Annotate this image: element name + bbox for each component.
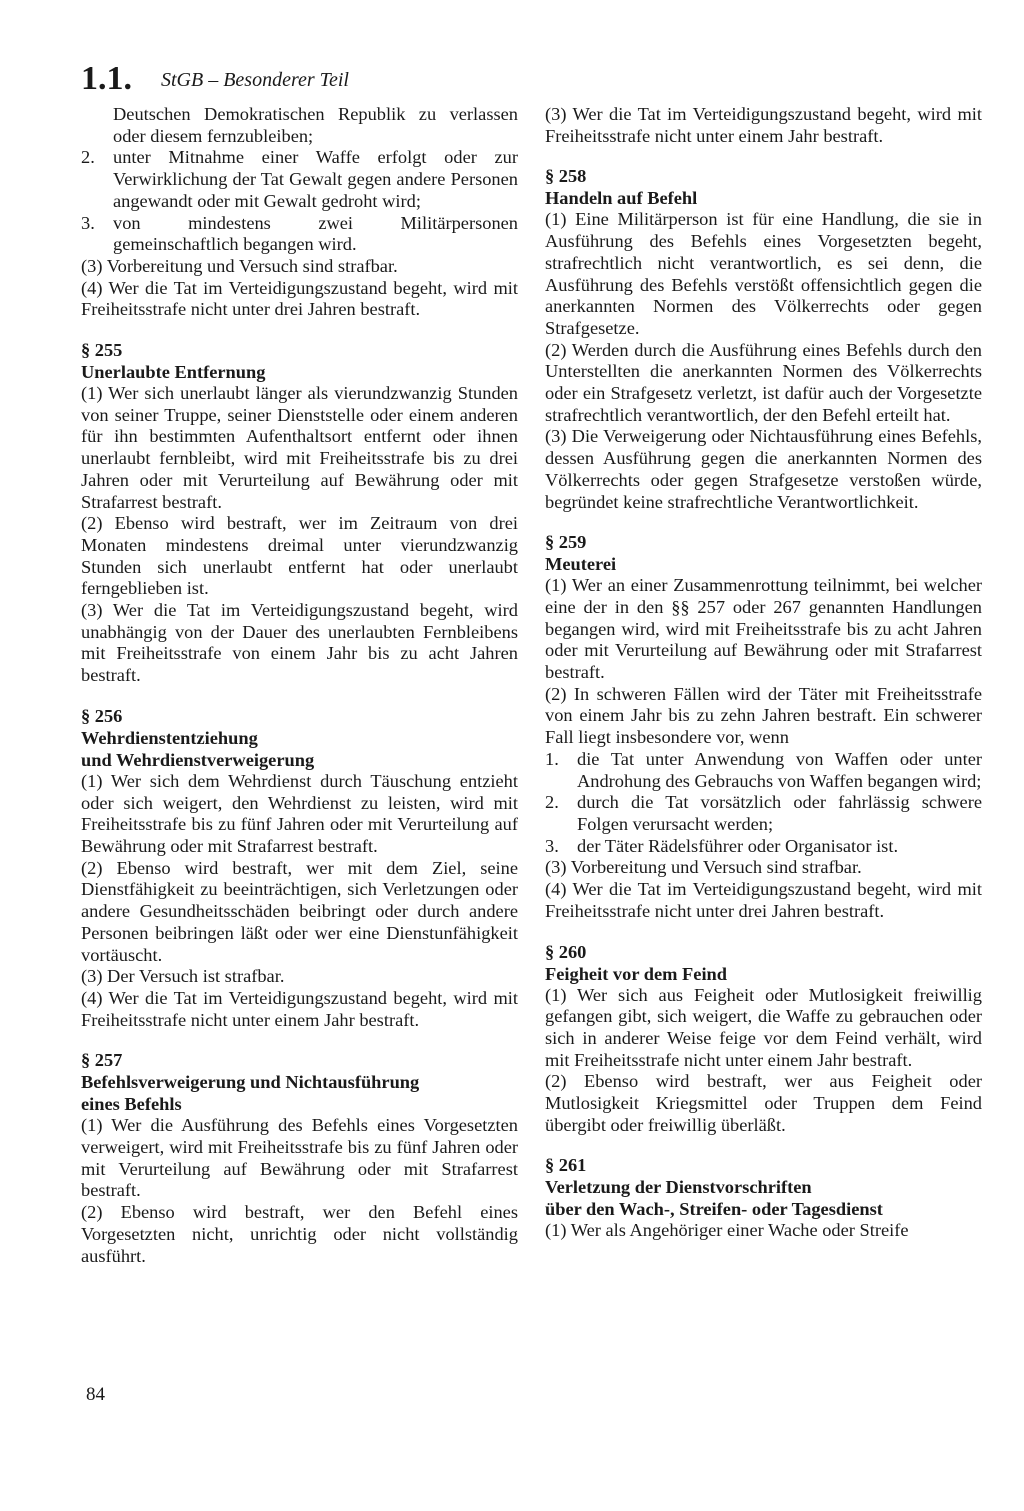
section-number: § 261: [545, 1155, 587, 1176]
paragraph: (2) Ebenso wird bestraft, wer im Zeitraum von drei Monaten mindestens dreimal unter vierundzwanzig Stunden sich unerlaubt entfernt hat oder unerlaubt ferngeblieben ist.: [81, 513, 518, 599]
paragraph: (2) Ebenso wird bestraft, wer den Befehl eines Vorgesetzten nicht, unrichtig oder nicht vollständig ausführt.: [81, 1202, 518, 1266]
section-title: Handeln auf Befehl: [545, 188, 698, 209]
section-title: Verletzung der Dienstvorschriften: [545, 1177, 812, 1198]
section-259: [545, 531, 982, 575]
continuation-text: (3) Wer die Tat im Verteidigungszustand begeht, wird mit Freiheitsstrafe nicht unter einem Jahr bestraft.: [545, 104, 982, 146]
paragraph: (2) Ebenso wird bestraft, wer aus Feigheit oder Mutlosigkeit Kriegsmittel oder Truppen dem Feind übergibt oder freiwillig überläßt.: [545, 1071, 982, 1135]
list-number: 1.: [545, 748, 559, 769]
list-item: [81, 147, 518, 212]
paragraph: (3) Der Versuch ist strafbar.: [81, 966, 285, 987]
chapter-number: 1.1.: [81, 60, 132, 97]
paragraph: (1) Eine Militärperson ist für eine Handlung, die sie in Ausführung des Befehls eines Vorgesetzten begeht, strafrechtlich nicht verantwortlich, es sei denn, die Ausführung des Befehls verstößt offensichtlich gegen die anerkannten Normen des Völkerrechts oder gegen Strafgesetze.: [545, 209, 982, 338]
list-number: 2.: [545, 792, 559, 813]
list-text: durch die Tat vorsätzlich oder fahrlässig schwere Folgen verursacht werden;: [577, 792, 982, 834]
list-item: [545, 792, 982, 835]
section-title: und Wehrdienstverweigerung: [81, 749, 315, 770]
list-number: 3.: [545, 835, 559, 856]
section-title: Unerlaubte Entfernung: [81, 362, 266, 383]
paragraph: (1) Wer an einer Zusammenrottung teilnimmt, bei welcher eine der in den §§ 257 oder 267 genannten Handlungen begangen wird, wird mit Freiheitsstrafe bis zu acht Jahren oder mit Verurteilung auf Bewährung oder mit Strafarrest bestraft.: [545, 575, 982, 683]
section-256: [81, 705, 518, 771]
paragraph: (1) Wer sich dem Wehrdienst durch Täuschung entzieht oder sich weigert, den Wehrdienst zu leisten, wird mit Freiheitsstrafe bis zu fünf Jahren oder mit Verurteilung auf Bewährung oder mit Strafarrest bestraft.: [81, 770, 518, 856]
paragraph: (3) Vorbereitung und Versuch sind strafbar.: [545, 857, 862, 878]
section-title: über den Wach-, Streifen- oder Tagesdienst: [545, 1199, 883, 1220]
paragraph: (1) Wer die Ausführung des Befehls eines Vorgesetzten verweigert, wird mit Freiheitsstrafe bis zu fünf Jahren oder mit Verurteilung auf Bewährung oder mit Strafarrest bestraft.: [81, 1115, 518, 1201]
section-title: eines Befehls: [81, 1094, 182, 1115]
paragraph: (3) Die Verweigerung oder Nichtausführung eines Befehls, dessen Ausführung gegen die anerkannten Normen des Völkerrechts oder gegen Strafgesetze verstoßen würde, begründet keine strafrechtliche Verantwortlichkeit.: [545, 426, 982, 512]
section-title: Feigheit vor dem Feind: [545, 963, 728, 984]
section-258: [545, 165, 982, 209]
paragraph: (1) Wer sich aus Feigheit oder Mutlosigkeit freiwillig gefangen gibt, sich weigert, die Waffe zu gebrauchen oder sich in anderer Weise feige vor dem Feind verhält, wird mit Freiheitsstrafe nicht unter einem Jahr bestraft.: [545, 984, 982, 1070]
paragraph: (1) Wer sich unerlaubt länger als vierundzwanzig Stunden von seiner Truppe, seiner Dienststelle oder einem anderen für ihn bestimmten Aufenthaltsort entfernt oder ihnen unerlaubt fernbleibt, wird mit Freiheitsstrafe bis zu drei Jahren oder mit Verurteilung auf Bewährung oder mit Strafarrest bestraft.: [81, 383, 518, 512]
list-item: [545, 836, 982, 858]
page-number: 84: [86, 1384, 105, 1405]
list-text: die Tat unter Anwendung von Waffen oder unter Androhung des Gebrauchs von Waffen begangen wird;: [577, 748, 982, 791]
list-text: von mindestens zwei Militärpersonen gemeinschaftlich begangen wird.: [113, 212, 518, 255]
paragraph: (2) Ebenso wird bestraft, wer mit dem Ziel, seine Dienstfähigkeit zu beeinträchtigen, sich Verletzungen oder andere Gesundheitsschäden beibringt oder durch andere Personen beibringen läßt oder wer eine Dienstunfähigkeit vortäuscht.: [81, 857, 518, 965]
paragraph: (2) Werden durch die Ausführung eines Befehls durch den Unterstellten die anerkannten Normen des Völkerrechts oder ein Strafgesetz verletzt, ist dafür auch der Vorgesetzte strafrechtlich verantwortlich, der den Befehl erteilt hat.: [545, 339, 982, 425]
section-title: Wehrdienstentziehung: [81, 727, 258, 748]
section-260: [545, 941, 982, 985]
section-number: § 260: [545, 941, 587, 962]
right-column: [545, 104, 982, 1242]
section-number: § 256: [81, 705, 123, 726]
continuation-text: Deutschen Demokratischen Republik zu verlassen oder diesem fernzubleiben;: [113, 104, 518, 146]
paragraph: (2) In schweren Fällen wird der Täter mit Freiheitsstrafe von einem Jahr bis zu zehn Jahren bestraft. Ein schwerer Fall liegt insbesondere vor, wenn: [545, 683, 982, 748]
list-item: [545, 749, 982, 792]
section-number: § 255: [81, 340, 123, 361]
section-255: [81, 339, 518, 383]
section-257: [81, 1049, 518, 1115]
section-261: [545, 1154, 982, 1220]
paragraph: (4) Wer die Tat im Verteidigungszustand begeht, wird mit Freiheitsstrafe nicht unter einem Jahr bestraft.: [81, 987, 518, 1030]
left-column: [81, 104, 518, 1267]
section-title: Meuterei: [545, 554, 617, 575]
running-title: StGB – Besonderer Teil: [161, 69, 349, 91]
list-text: unter Mitnahme einer Waffe erfolgt oder zur Verwirklichung der Tat Gewalt gegen andere Personen angewandt oder mit Gewalt gedroht wird;: [113, 147, 518, 211]
section-title: Befehlsverweigerung und Nichtausführung: [81, 1072, 420, 1093]
paragraph: (1) Wer als Angehöriger einer Wache oder Streife: [545, 1220, 909, 1241]
paragraph: (4) Wer die Tat im Verteidigungszustand begeht, wird mit Freiheitsstrafe nicht unter drei Jahren bestraft.: [545, 879, 982, 921]
list-text: der Täter Rädelsführer oder Organisator ist.: [577, 835, 899, 856]
paragraph: (3) Wer die Tat im Verteidigungszustand begeht, wird unabhängig von der Dauer des unerlaubten Fernbleibens mit Freiheitsstrafe von einem Jahr bis zu acht Jahren bestraft.: [81, 600, 518, 686]
list-item: [81, 213, 518, 256]
section-number: § 258: [545, 166, 587, 187]
list-number: 2.: [81, 147, 95, 168]
section-number: § 257: [81, 1050, 123, 1071]
paragraph: (4) Wer die Tat im Verteidigungszustand begeht, wird mit Freiheitsstrafe nicht unter drei Jahren bestraft.: [81, 277, 518, 320]
section-number: § 259: [545, 532, 587, 553]
paragraph: (3) Vorbereitung und Versuch sind strafbar.: [81, 255, 398, 276]
list-number: 3.: [81, 212, 95, 233]
